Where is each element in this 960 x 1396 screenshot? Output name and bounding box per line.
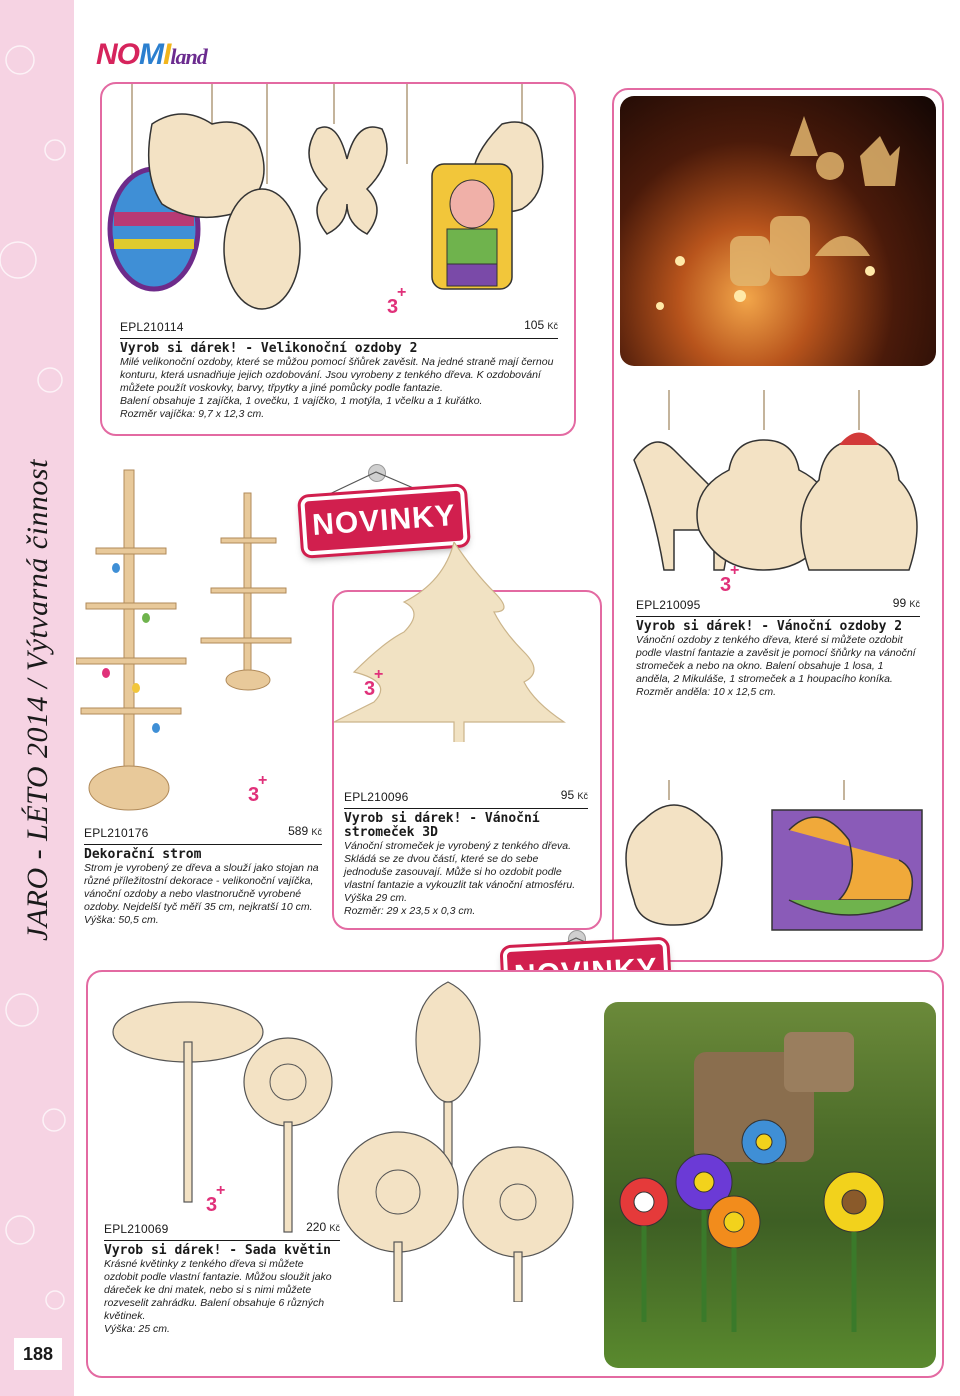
product-contents: Balení obsahuje 1 zajíčka, 1 ovečku, 1 vajíčko, 1 motýla, 1 včelku a 1 kuřátko. <box>120 395 483 407</box>
product-size: Rozměr: 29 x 23,5 x 0,3 cm. <box>344 905 476 917</box>
product-description: Vánoční ozdoby z tenkého dřeva, které si můžete ozdobit podle vlastní fantazie a zavěsit je pomocí šňůrky na vánoční stromeček a nebo na okno. Balení obsahuje 1 losa, 1 anděla, 2 Mikuláše, 1 stromeček a 1 houpacího koníka. <box>636 634 916 685</box>
product-price: 105 Kč <box>524 318 558 332</box>
product-description: Milé velikonoční ozdoby, které se můžou pomocí šňůrek zavěsit. Na jedné straně mají černou konturu, která usnadňuje jejich ozdobování. Jsou vyrobeny z tenkého dřeva. K ozdobování můžete použít voskovky, barvy, třpytky a jiné pomůcky podle fantazie. <box>120 356 554 394</box>
product-name: Dekorační strom <box>84 847 202 862</box>
product-price: 589 Kč <box>288 824 322 838</box>
product-description: Krásné květinky z tenkého dřeva si můžete ozdobit podle vlastní fantazie. Můžou sloužit jako dáreček ke dni matek, nebo si s nimi můžete rozveselit zahrádku. Balení obsahuje 6 různých květinek. <box>104 1258 332 1322</box>
sidebar-title: JARO - LÉTO 2014 / Výtvarná činnost <box>21 459 54 941</box>
flowers-product-frame <box>86 970 944 1378</box>
product-name: Vyrob si dárek! - Vánoční stromeček 3D <box>344 811 540 840</box>
christmas-ornaments-illustration <box>614 390 942 600</box>
easter-product-text <box>120 318 558 421</box>
novinky-sign: NOVINKY <box>300 486 468 555</box>
garden-flowers-photo <box>604 1002 936 1368</box>
age-badge-easter: 3 + <box>387 284 407 318</box>
age-badge-stand: 3 + <box>248 772 268 806</box>
christmas-product-text <box>636 596 920 699</box>
product-price: 95 Kč <box>560 788 588 802</box>
product-code: EPL210176 <box>84 826 149 840</box>
product-size: Rozměr vajíčka: 9,7 x 12,3 cm. <box>120 408 265 420</box>
easter-product-frame <box>100 82 576 436</box>
flowers-product-text <box>104 1220 340 1336</box>
age-badge-christmas: 3 + <box>720 562 740 596</box>
product-name: Vyrob si dárek! - Sada květin <box>104 1243 331 1258</box>
stand-product-frame <box>76 458 326 958</box>
product-size: Výška: 25 cm. <box>104 1323 170 1335</box>
product-size: Výška: 50,5 cm. <box>84 914 159 926</box>
age-badge-flowers: 3 + <box>206 1182 226 1216</box>
product-size: Rozměr anděla: 10 x 12,5 cm. <box>636 686 777 698</box>
page-number: 188 <box>14 1338 62 1370</box>
product-description: Vánoční stromeček je vyrobený z tenkého dřeva. Skládá se ze dvou částí, které se do sebe jednoduše zasouvají. Může si ho ozdobit podle vlastní fantazie a vykouzlit tak vánoční atmosféru. Výška 29 cm. <box>344 840 576 904</box>
product-code: EPL210114 <box>120 320 184 334</box>
easter-ornaments-illustration <box>102 84 574 314</box>
tree3d-product-frame <box>332 590 602 930</box>
tree-3d-illustration <box>334 542 600 742</box>
product-price: 99 Kč <box>892 596 920 610</box>
product-code: EPL210096 <box>344 790 409 804</box>
product-price: 220 Kč <box>306 1220 340 1234</box>
age-badge-tree3d: 3 + <box>364 666 384 700</box>
christmas-product-frame <box>612 88 944 962</box>
tree3d-product-text <box>344 788 588 918</box>
product-name: Vyrob si dárek! - Velikonoční ozdoby 2 <box>120 341 418 356</box>
nomiland-logo: NOMIland <box>96 38 207 71</box>
product-code: EPL210069 <box>104 1222 169 1236</box>
product-code: EPL210095 <box>636 598 701 612</box>
decorative-tree-illustration <box>76 458 326 818</box>
product-description: Strom je vyrobený ze dřeva a slouží jako stojan na různé příležitostní dekorace - velikonoční vajíčka, vánoční ozdoby a nebo vlastnoručně vyrobené ozdoby. Nejdelší tyč měří 35 cm, nejkratší 10 cm. <box>84 862 319 913</box>
christmas-candle-photo <box>620 96 936 366</box>
sidebar <box>0 0 74 1396</box>
christmas-ornaments-colored-illustration <box>614 780 942 940</box>
stand-product-text <box>84 824 322 927</box>
product-name: Vyrob si dárek! - Vánoční ozdoby 2 <box>636 619 903 634</box>
